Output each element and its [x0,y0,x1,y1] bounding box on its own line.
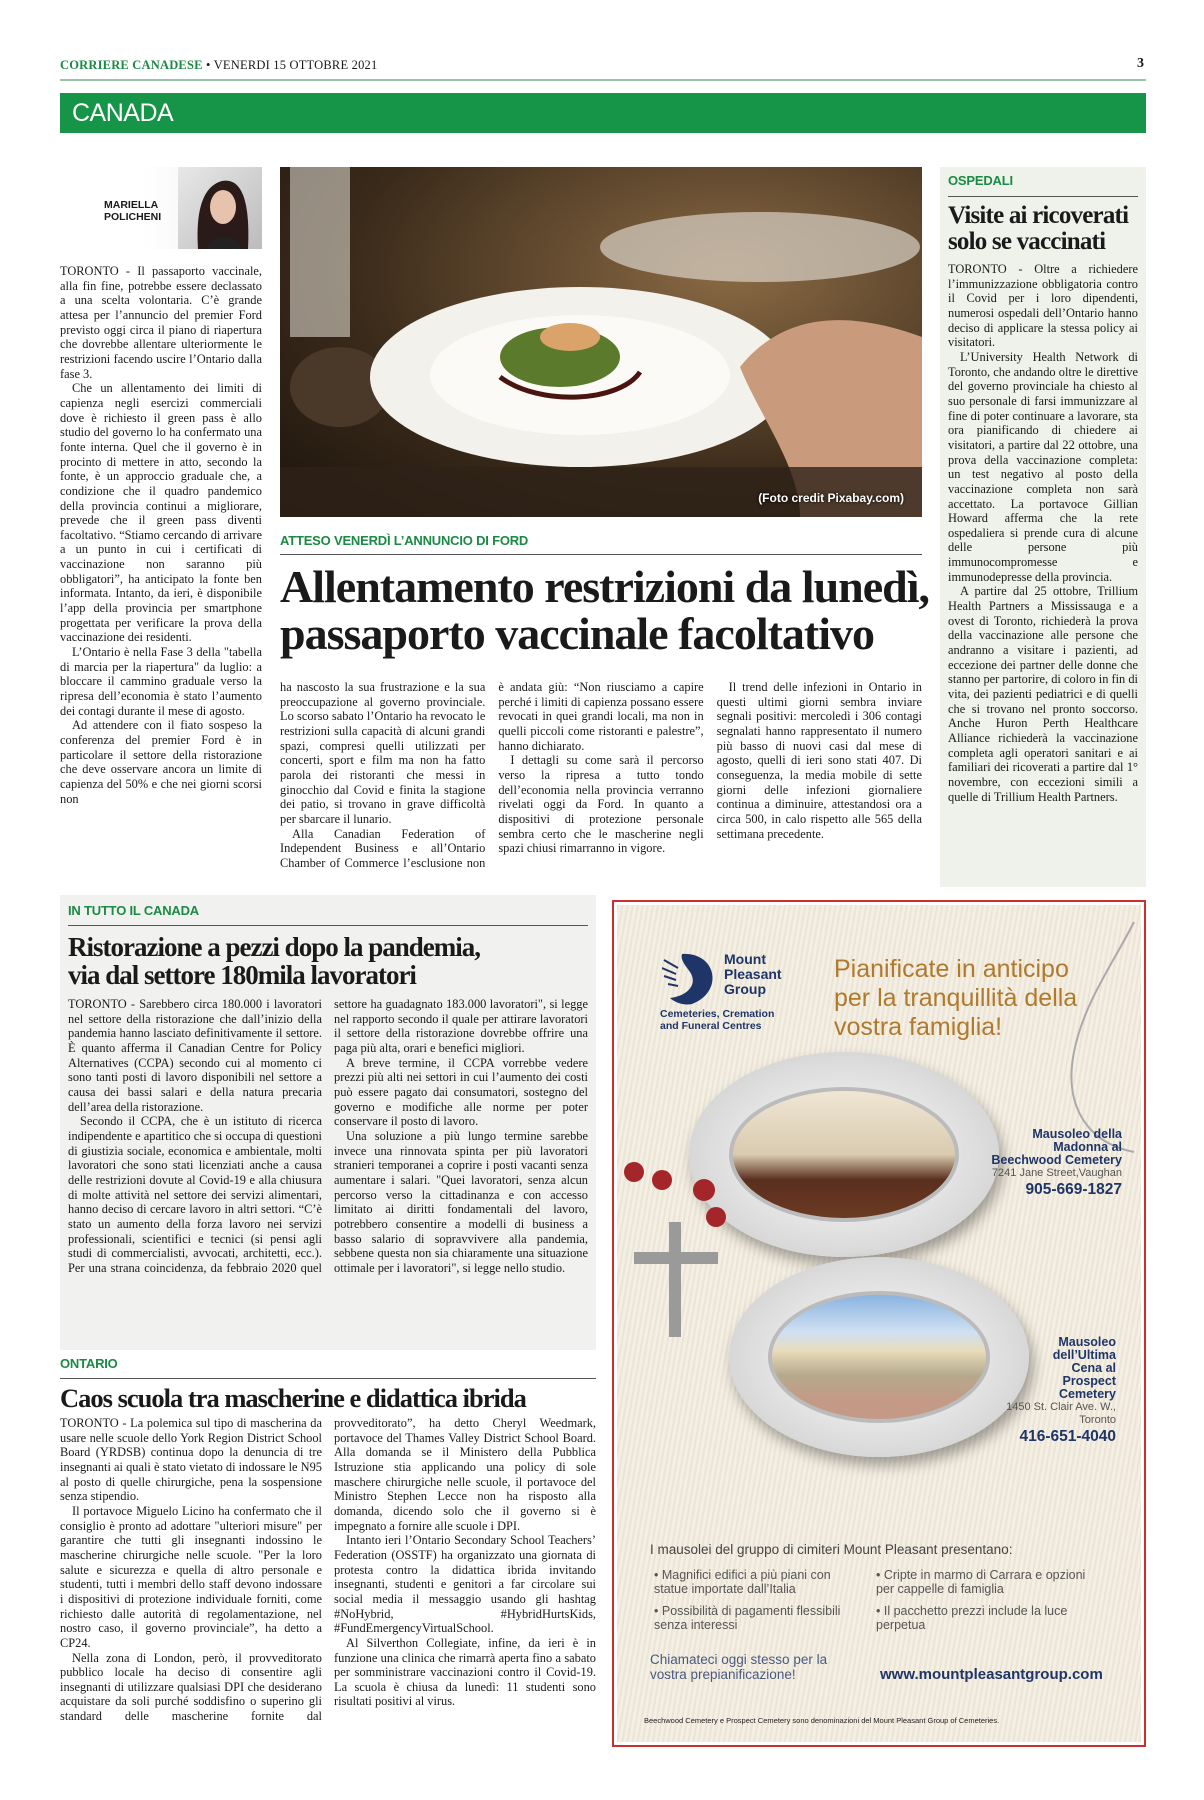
location-name: Madonna al [1053,1140,1122,1154]
lead-article-columns [280,680,922,890]
paragraph: Una soluzione a più lungo termine sarebbe invece una rinnovata spinta per più lavoratori stranieri temporanei a coprire i posti vacanti senza aumentare i salari. "Quei lavoratori, senza alcun percorso verso la cittadinanza e con accesso limitato ai diritti fondamentali del lavoro, potrebbero consentire a modelli di business a basso salario di sopravvivere alla pandemia, sebbene questa non sia chiaramente una situazione ottimale per i lavoratori", si legge nello studio. [334,1128,588,1275]
rosary-icon [624,1162,734,1342]
paragraph: Alla Canadian Federation of Independent Business e all’Ontario Chamber of Commerce l’esclusione non è andata giù: “Non riusciamo a capire perché i limiti di capienza possano essere revocati in quei grandi locali, ma non in quelli piccoli come ristoranti e palestre”, hanno dichiarato. [280,680,704,870]
masthead-brand: CORRIERE CANADESE [60,58,203,72]
paragraph: Secondo il CCPA, che è un istituto di ricerca indipendente e apartitico che si occupa di questioni di giustizia sociale, economica e ambientale, molti lavoratori che sono stati licenziati anche a causa delle restrizioni dovute al Covid-19 e alla chiusura di molte attività nel settore dei servizi alimentari, hanno deciso di cercare lavoro in altri settori. “C’è stato un aumento della forza lavoro nei servizi professionali, scientifici e tecnici (si pensi agli studi di commercialisti, avvocati, architetti, ecc.). Per una strana coincidenza, da febbraio 2020 quel settore ha guadagnato 183.000 lavoratori", si legge nel rapporto secondo il quale per attirare lavoratori il settore della ristorazione dovrebbe offrire una paga più alta, orari e benefici migliori. [68,997,588,1275]
location-phone[interactable]: 905-669-1827 [1025,1181,1122,1198]
bullet-text: Possibilità di pagamenti flessibili senza interessi [654,1604,841,1632]
location-address: Toronto [1079,1414,1116,1426]
location-name: Prospect [1062,1374,1116,1388]
bullet-text: Magnifici edifici a più piani con statue importate dall’Italia [654,1568,831,1596]
location-name: Mausoleo [1058,1335,1116,1349]
location-address: 1450 St. Clair Ave. W., [1006,1401,1116,1413]
headline-line: Allentamento restrizioni da lunedì, [280,561,930,612]
tagline-line: Pianificate in anticipo [834,955,1069,983]
ad-bullet: • Cripte in marmo di Carrara e opzioni per cappelle di famiglia [876,1568,1086,1596]
logo-text: Group [724,981,766,997]
page-number: 3 [1137,56,1144,71]
divider [68,925,588,926]
kicker: IN TUTTO IL CANADA [68,903,199,918]
masthead [60,58,377,73]
location-phone[interactable]: 416-651-4040 [1019,1428,1116,1445]
logo-subtitle: and Funeral Centres [660,1020,762,1032]
restaurants-article [60,895,596,1350]
separator: • [206,58,211,72]
divider [280,554,922,555]
paragraph: TORONTO - Oltre a richiedere l’immunizzazione obbligatoria contro il Covid per i loro dipendenti, numerosi ospedali dell’Ontario hanno deciso di applicare la stessa policy ai visitatori. [948,262,1138,350]
logo-text: Mount [724,951,766,967]
paragraph: Nella zona di London, però, il provveditorato pubblico locale ha deciso di consentire agli insegnanti di utilizzare qualsiasi DPI che desiderano acquistare da soli purché soddisfino o superino gli standard delle mascherine fornite dal provveditorato”, ha detto Cheryl Weedmark, portavoce del Thames Valley District School Board. Alla domanda se il Ministero della Pubblica Istruzione stia applicando una policy di sole maschere chirurgiche nelle scuole, il portavoce del Ministro Stephen Lecce non ha risposto alla domanda, dicendo solo che il governo si è impegnato a fornire alle scuole i DPI. [60,1416,596,1724]
schools-article [60,1356,596,1756]
paragraph: TORONTO - Sarebbero circa 180.000 i lavoratori nel settore della ristorazione che dall’inizio della pandemia hanno lasciato definitivamente il settore. È quanto afferma il Canadian Centre for Policy Alternatives (CCPA) secondo cui al momento ci sono tanti posti di lavoro disponibili nel settore a causa dei bassi salari e della natura precaria dell’area della ristorazione. [68,997,322,1114]
headline: Visite ai ricoverati solo se vaccinati [948,202,1129,255]
headline-line: via dal settore 180mila lavoratori [68,959,416,990]
location-name: Cemetery [1059,1387,1116,1401]
locket-bottom [729,1257,1029,1457]
author-first: MARIELLA [104,199,159,211]
lead-kicker: ATTESO VENERDÌ L’ANNUNCIO DI FORD [280,533,529,548]
paragraph: Intanto ieri l’Ontario Secondary School Teachers’ Federation (OSSTF) ha organizzato una giornata di protesta contro la didattica ibrida invitando insegnanti, studenti e genitori a far circolare sui social media il messaggio usando gli hashtag #NoHybrid, #HybridHurtsKids, #FundEmergencyVirtualSchool. [334,1533,596,1636]
kicker: ONTARIO [60,1356,118,1371]
lead-headline [280,561,940,659]
paragraph: Il portavoce Miguelo Licino ha confermato che il consiglio è pronto ad adottare "ulteriori misure" per garantire che tutti gli insegnanti indossino le mascherine chirurgiche nelle scuole. "Per la loro salute e sicurezza e quella di altro personale e studenti, tutti i membri dello staff devono indossare i dispositivi di protezione individuale forniti, come richiesto dalle autorità di regolamentazione, nel nostro caso, il governo provinciale”, ha detto a CP24. [60,1503,322,1650]
paragraph: Il trend delle infezioni in Ontario in questi ultimi giorni sembra inviare segnali positivi: mercoledì i 306 contagi segnalati hanno rappresentato il numero più basso di nuovi casi dal mese di agosto, quelli di ieri sono stati 407. Di conseguenza, la media mobile di sette giorni delle infezioni giornaliere continua a diminuire, attestandosi ora a circa 500, in calo rispetto alle 565 della settimana precedente. [716,680,922,841]
ad-footnote: Beechwood Cemetery e Prospect Cemetery sono denominazioni del Mount Pleasant Group of Cemeteries. [644,1716,1000,1725]
headline: Caos scuola tra mascherine e didattica ibrida [60,1383,526,1413]
paragraph: Ad attendere con il fiato sospeso la conferenza del premier Ford è in particolare il settore della ristorazione che deve osservare ancora un limite di capienza del 50% e che nei giorni scorsi non [60,718,262,806]
divider [60,1378,596,1379]
headline-line: Ristorazione a pezzi dopo la pandemia, [68,932,480,962]
mausoleum-exterior-photo [768,1291,990,1423]
ad-intro: I mausolei del gruppo di cimiteri Mount Pleasant presentano: [650,1542,1013,1557]
location-address: 7241 Jane Street,Vaughan [991,1167,1122,1179]
section-title: CANADA [72,99,174,127]
logo-subtitle: Cemeteries, Cremation [660,1008,775,1020]
paragraph: A breve termine, il CCPA vorrebbe vedere prezzi più alti nei settori in cui l’aumento dei costi può essere pagato dai consumatori, sostegno del governo e modifiche alle norme per poter conservare il posto di lavoro. [334,1055,588,1129]
lead-article-left-column [60,264,262,806]
paragraph: TORONTO - Il passaporto vaccinale, alla fin fine, potrebbe essere declassato a una scelta volontaria. C’è grande attesa per l’annuncio del premier Ford previsto oggi circa il piano di riapertura che dovrebbe allentare ulteriormente le restrizioni facendo uscire l’Ontario dalla fase 3. [60,264,262,381]
chapel-interior-photo [729,1087,958,1222]
masthead-rule [60,79,1146,81]
author-photo [178,167,262,249]
bullet-text: Cripte in marmo di Carrara e opzioni per cappelle di famiglia [876,1568,1086,1596]
locket-top [689,1052,999,1257]
author-box [60,167,262,249]
bullet-text: Il pacchetto prezzi include la luce perpetua [876,1604,1068,1632]
mount-pleasant-advertisement[interactable] [612,900,1146,1747]
ad-call-to-action: Chiamateci oggi stesso per la vostra prepianificazione! [650,1652,828,1682]
paragraph: Che un allentamento dei limiti di capienza negli esercizi commerciali dove è richiesto il green pass è allo studio del governo lo ha confermato una fonte interna. Quel che il governo è in procinto di mettere in atto, secondo la fonte, è un approccio graduale che, a condizione che il quadro pandemico della provincia continui a migliorare, prevede che il green pass diventi facoltativo. “Stiamo cercando di arrivare a un punto in cui i certificati di vaccinazione non saranno più obbligatori”, ha anticipato la fonte ben informata. Intanto, da ieri, è disponibile l’app della provincia per smartphone progettata per verificare la prova della vaccinazione dei residenti. [60,381,262,645]
ad-website-link[interactable]: www.mountpleasantgroup.com [880,1666,1103,1683]
location-prospect [1006,1336,1116,1443]
paragraph: A partire dal 25 ottobre, Trillium Health Partners a Mississauga e a ovest di Toronto, richiederà la prova della vaccinazione alle persone che andranno a visitare i pazienti, ad eccezione dei partner delle donne che stanno per partorire, di coloro in fin di vita, dei pazienti pediatrici e di quelli che si trovano nel pronto soccorso. Anche Huron Perth Healthcare Alliance richiederà la vaccinazione completa agli operatori sanitari e ai familiari dei ricoverati a partire dal 1° novembre, con eccezioni simili a quelle di Trillium Health Partners. [948,584,1138,804]
hospitals-article [940,167,1146,887]
author-last: POLICHENI [104,211,162,223]
ad-bullet: • Il pacchetto prezzi include la luce perpetua [876,1604,1068,1632]
logo-text: Pleasant [724,966,782,982]
paragraph: L’University Health Network di Toronto, che andando oltre le direttive del governo provinciale ha chiesto al suo personale di farsi immunizzare al fine di poter continuare a lavorare, sta ora pianificando di chiedere ai visitatori, a partire dal 22 ottobre, una prova della vaccinazione completa: un test negativo al posto della vaccinazione completa non sarà accettato. La portavoce Gillian Howard afferma che la rete ospedaliera si prende cura di alcune delle persone più immunocompromesse e immunodepresse della provincia. [948,349,1138,584]
location-name: Beechwood Cemetery [991,1153,1122,1167]
headline [68,934,588,989]
ad-bullet: • Magnifici edifici a più piani con statue importate dall’Italia [654,1568,831,1596]
headline-line: passaporto vaccinale facoltativo [280,607,875,659]
issue-date: VENERDI 15 OTTOBRE 2021 [213,58,378,72]
paragraph: TORONTO - La polemica sul tipo di mascherina da usare nelle scuole dello York Region District School Board (YRDSB) continua dopo la denuncia di tre insegnanti ai quali è stato vietato di indossare le N95 al posto di quelle chirurgiche, pena la sospensione senza stipendio. [60,1416,322,1504]
lead-photo [280,167,922,517]
paragraph: L’Ontario è nella Fase 3 della "tabella di marcia per la riapertura" da luglio: a bloccare il cammino graduale verso la ripresa dell’economia è stato l’aumento dei contagi durante il mese di agosto. [60,645,262,718]
kicker: OSPEDALI [948,173,1013,188]
location-beechwood [991,1128,1122,1196]
paragraph: Al Silverthon Collegiate, infine, da ieri è in funzione una clinica che rimarrà aperta fino a sabato per somministrare vaccinazioni contro il Covid-19. La scuola è chiusa da lunedì: 11 studenti sono risultati positivi al virus. [334,1635,596,1709]
author-name [104,199,161,223]
paragraph: ha nascosto la sua frustrazione e la sua preoccupazione al governo provinciale. Lo scorso sabato l’Ontario ha revocato le restrizioni sulla capacità di alcuni grandi spazi, compresi quelli utilizzati per concerti, sport e film ma non ha fatto parola dei ristoranti che messi in ginocchio dal Covid e finita la stagione dei patio, si trovano in grave difficoltà per sbarcare il lunario. [280,680,486,826]
tagline-line: vostra famiglia! [834,1013,1003,1041]
ad-bullet: • Possibilità di pagamenti flessibili senza interessi [654,1604,841,1632]
photo-credit: (Foto credit Pixabay.com) [758,491,904,505]
location-name: Cena al [1071,1361,1116,1375]
location-name: Mausoleo della [1032,1127,1122,1141]
location-name: dell’Ultima [1052,1348,1116,1362]
section-banner [60,93,1146,133]
divider [948,196,1138,197]
paragraph: I dettagli su come sarà il percorso verso la ripresa a tutto tondo dell’economia nella provincia verranno rivelati oggi da Ford. In quanto a dispositivi di protezione personale sembra certo che le mascherine negli spazi chiusi rimarranno in vigore. [498,753,704,856]
tagline-line: per la tranquillità della [834,984,1078,1012]
